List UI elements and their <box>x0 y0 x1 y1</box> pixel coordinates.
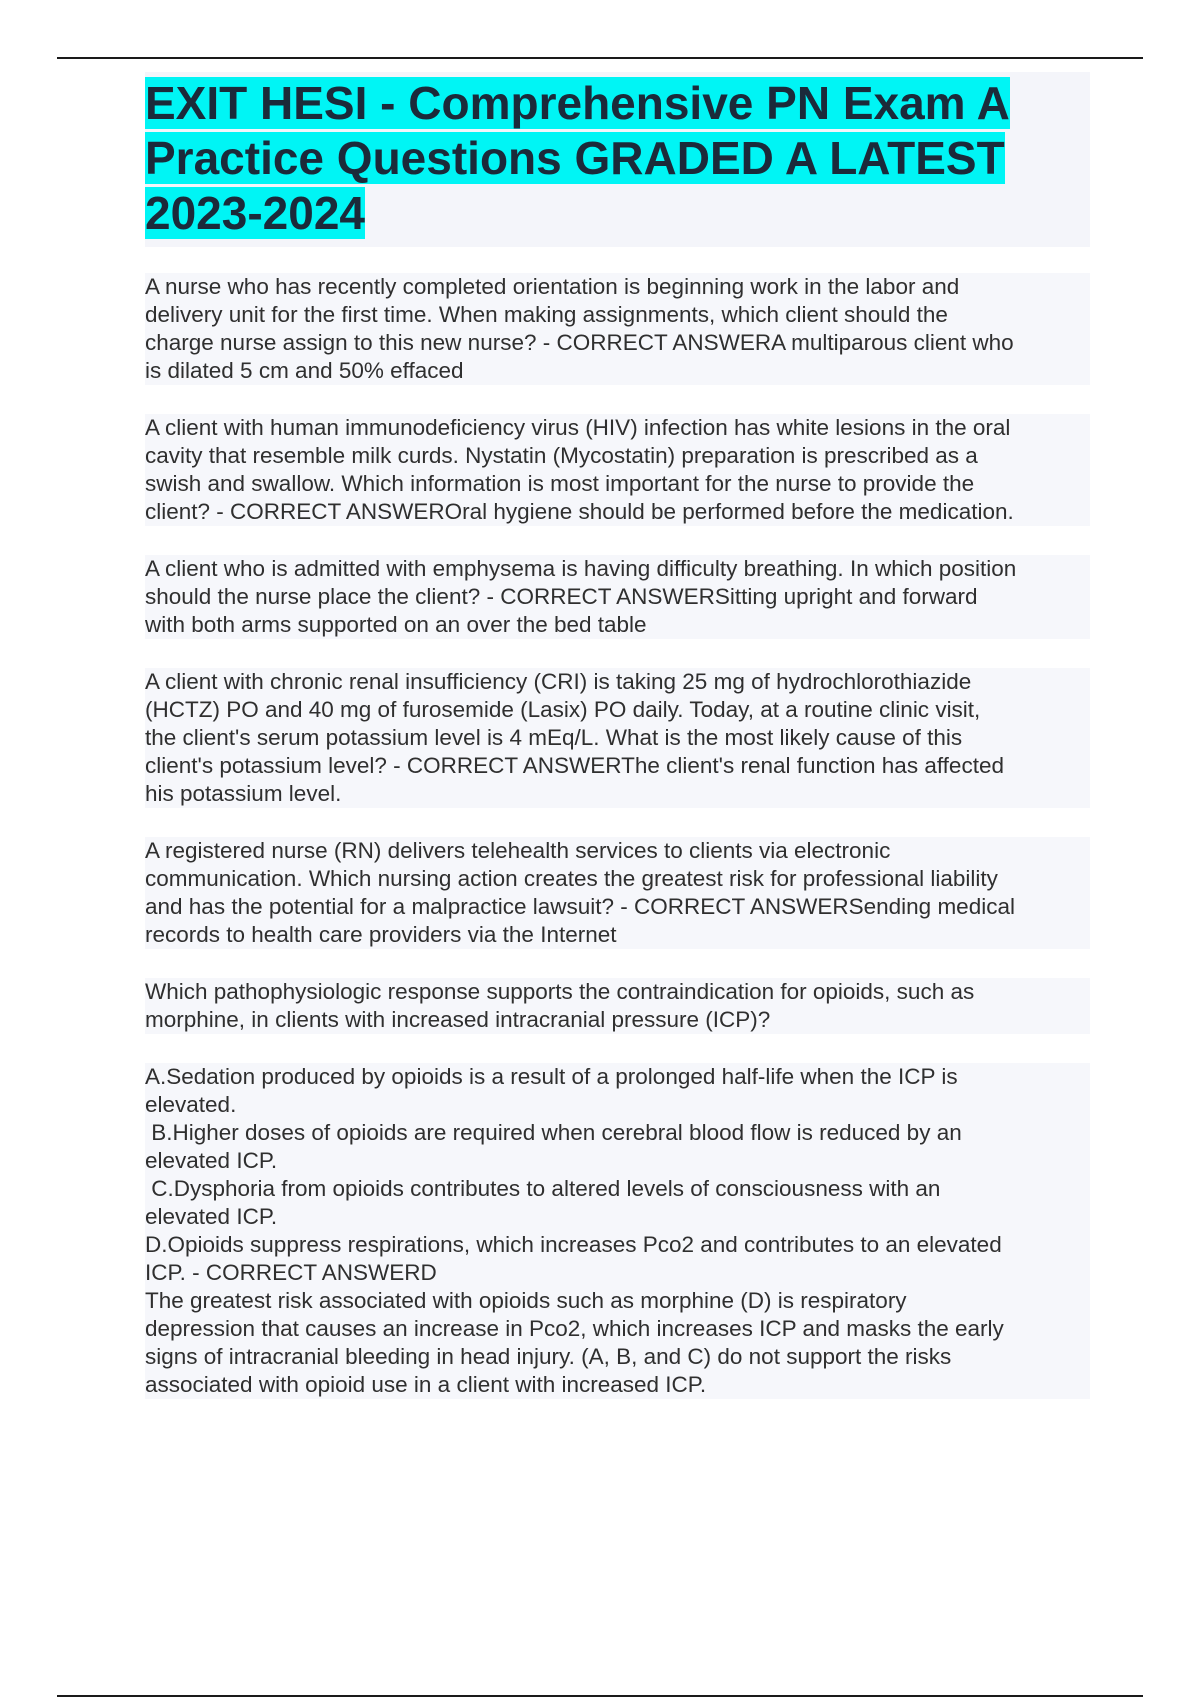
title-line-2: Practice Questions GRADED A LATEST <box>145 132 1005 184</box>
document-body <box>145 72 1090 1399</box>
rationale-line: associated with opioid use in a client with increased ICP. <box>145 1372 707 1397</box>
text-line: his potassium level. <box>145 781 342 806</box>
title-line-3: 2023-2024 <box>145 187 365 239</box>
text-line: client's potassium level? - CORRECT ANSWERThe client's renal function has affected <box>145 753 1004 778</box>
question-3 <box>145 555 1090 639</box>
top-rule <box>57 57 1143 59</box>
option-a: A.Sedation produced by opioids is a result of a prolonged half-life when the ICP is <box>145 1064 958 1089</box>
text-line: and has the potential for a malpractice lawsuit? - CORRECT ANSWERSending medical <box>145 894 1015 919</box>
question-5 <box>145 837 1090 949</box>
text-line: A client who is admitted with emphysema is having difficulty breathing. In which position <box>145 556 1017 581</box>
question-4 <box>145 668 1090 808</box>
question-6 <box>145 978 1090 1034</box>
text-line: elevated ICP. <box>145 1148 278 1173</box>
option-d: D.Opioids suppress respirations, which increases Pco2 and contributes to an elevated <box>145 1232 1002 1257</box>
text-line: records to health care providers via the Internet <box>145 922 617 947</box>
text-line: (HCTZ) PO and 40 mg of furosemide (Lasix) PO daily. Today, at a routine clinic visit, <box>145 697 981 722</box>
text-line: with both arms supported on an over the bed table <box>145 612 647 637</box>
text-line: the client's serum potassium level is 4 mEq/L. What is the most likely cause of this <box>145 725 963 750</box>
text-line: should the nurse place the client? - CORRECT ANSWERSitting upright and forward <box>145 584 978 609</box>
text-line: A registered nurse (RN) delivers telehealth services to clients via electronic <box>145 838 891 863</box>
text-line: communication. Which nursing action creates the greatest risk for professional liability <box>145 866 998 891</box>
text-line: is dilated 5 cm and 50% effaced <box>145 358 464 383</box>
title-line-1: EXIT HESI - Comprehensive PN Exam A <box>145 77 1010 129</box>
text-line: A client with human immunodeficiency virus (HIV) infection has white lesions in the oral <box>145 415 1011 440</box>
question-1 <box>145 273 1090 385</box>
text-line: charge nurse assign to this new nurse? - CORRECT ANSWERA multiparous client who <box>145 330 1014 355</box>
correct-answer-line: ICP. - CORRECT ANSWERD <box>145 1260 437 1285</box>
text-line: morphine, in clients with increased intracranial pressure (ICP)? <box>145 1007 771 1032</box>
text-line: delivery unit for the first time. When making assignments, which client should the <box>145 302 948 327</box>
rationale-line: depression that causes an increase in Pco2, which increases ICP and masks the early <box>145 1316 1004 1341</box>
text-line: cavity that resemble milk curds. Nystatin (Mycostatin) preparation is prescribed as a <box>145 443 978 468</box>
text-line: swish and swallow. Which information is most important for the nurse to provide the <box>145 471 975 496</box>
text-line: client? - CORRECT ANSWEROral hygiene should be performed before the medication. <box>145 499 1014 524</box>
document-title <box>145 76 1090 241</box>
text-line: A nurse who has recently completed orientation is beginning work in the labor and <box>145 274 960 299</box>
question-2 <box>145 414 1090 526</box>
bottom-rule <box>57 1695 1143 1697</box>
text-line: elevated. <box>145 1092 237 1117</box>
rationale-line: signs of intracranial bleeding in head injury. (A, B, and C) do not support the risks <box>145 1344 952 1369</box>
option-c: C.Dysphoria from opioids contributes to altered levels of consciousness with an <box>145 1176 941 1201</box>
option-b: B.Higher doses of opioids are required when cerebral blood flow is reduced by an <box>145 1120 962 1145</box>
text-line: elevated ICP. <box>145 1204 278 1229</box>
text-line: A client with chronic renal insufficiency (CRI) is taking 25 mg of hydrochlorothiazide <box>145 669 972 694</box>
rationale-line: The greatest risk associated with opioids such as morphine (D) is respiratory <box>145 1288 907 1313</box>
text-line: Which pathophysiologic response supports the contraindication for opioids, such as <box>145 979 975 1004</box>
question-6-options <box>145 1063 1090 1399</box>
title-block <box>145 72 1090 247</box>
